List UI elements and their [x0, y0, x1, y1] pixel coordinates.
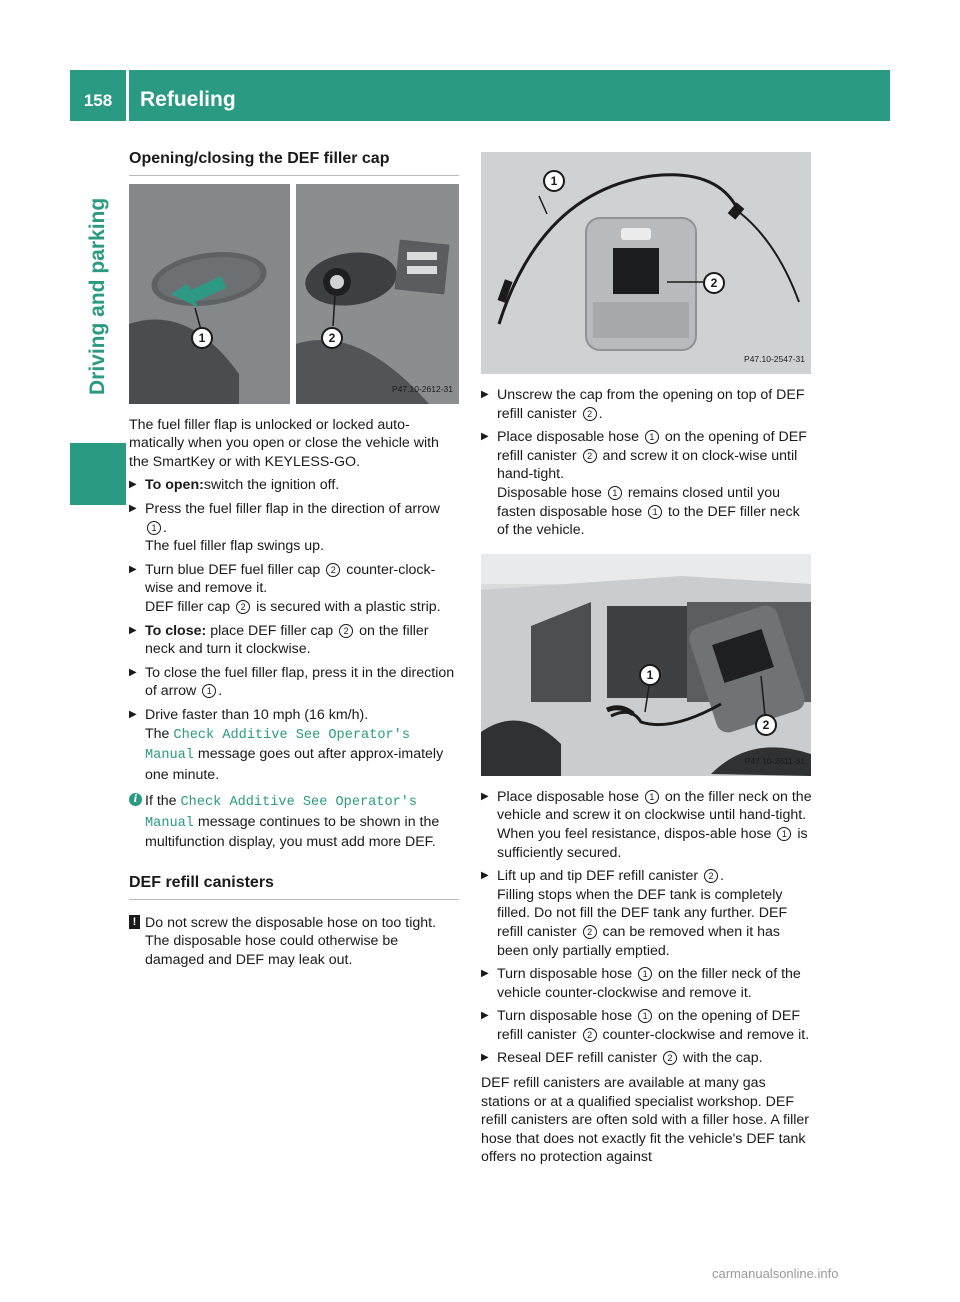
step-text: Press the fuel filler flap in the direction of arrow: [145, 500, 440, 517]
sidebar-tab-block: [70, 443, 126, 505]
marker-2: 2: [583, 1028, 597, 1042]
step-text: DEF filler cap: [145, 598, 231, 615]
step-text: place DEF filler cap: [210, 622, 334, 639]
note-text: message continues to be shown in the multifunction display, you must add more DEF.: [145, 813, 440, 851]
step-text: The: [145, 725, 170, 742]
step-text: on the filler neck on the vehicle and screw it on clockwise until hand-tight. When you feel resistance, dispos-able hose: [497, 788, 812, 842]
step-text: .: [163, 519, 167, 536]
right-column: [481, 152, 813, 1167]
marker-2: 2: [583, 407, 597, 421]
step-unscrew-cap: [481, 386, 813, 423]
step-reseal: [481, 1049, 813, 1068]
step-text: counter-clockwise and remove it.: [602, 1026, 810, 1043]
marker-1: 1: [638, 967, 652, 981]
section-title-opening-closing: Opening/closing the DEF filler cap: [129, 150, 459, 176]
marker-1: 1: [608, 486, 622, 500]
label-to-close: To close:: [145, 622, 207, 639]
label-to-open: To open:: [145, 477, 204, 494]
refill-canister-illustration: [481, 152, 811, 374]
step-text: Turn disposable hose: [497, 966, 633, 983]
step-text: is secured with a plastic strip.: [256, 598, 441, 615]
step-text: Unscrew the cap from the opening on top of DEF refill canister: [497, 387, 805, 422]
callout-1: 1: [543, 170, 565, 192]
step-text: with the cap.: [682, 1050, 763, 1067]
sidebar-section-label: Driving and parking: [86, 197, 109, 395]
image-code: P47.10-2547-31: [744, 354, 805, 365]
step-text: on the filler neck and turn it clockwise.: [145, 622, 429, 658]
vehicle-filling-photo: [481, 554, 811, 776]
page-header: [70, 70, 890, 121]
display-message: Check Additive See Operator's Manual: [145, 727, 410, 764]
info-icon: i: [129, 793, 142, 806]
refill-canister-photo: [481, 152, 811, 374]
warning-text: Do not screw the disposable hose on too tight. The disposable hose could otherwise be damaged and DEF may leak out.: [145, 914, 437, 968]
step-text: To close the fuel filler flap, press it in the direction of arrow: [145, 664, 455, 700]
left-column: [129, 150, 459, 969]
marker-1: 1: [645, 430, 659, 444]
step-text: is sufficiently secured.: [497, 825, 808, 861]
step-text: and screw it on clock-wise until hand-tight.: [497, 447, 798, 483]
step-to-close: [129, 622, 459, 659]
step-drive: [129, 706, 459, 784]
marker-2: 2: [704, 869, 718, 883]
marker-1: 1: [777, 827, 791, 841]
step-close-flap: [129, 664, 459, 701]
step-text: Reseal DEF refill canister: [497, 1050, 658, 1067]
section-title-refill-canisters: DEF refill canisters: [129, 874, 459, 900]
step-text: to the DEF filler neck of the vehicle.: [497, 503, 800, 539]
step-text: .: [598, 405, 603, 422]
marker-1: 1: [147, 521, 161, 535]
step-text: switch the ignition off.: [203, 477, 340, 494]
callout-1: 1: [191, 327, 213, 349]
callout-2: 2: [321, 327, 343, 349]
step-text: on the filler neck of the vehicle counter-clockwise and remove it.: [497, 966, 801, 1001]
marker-1: 1: [638, 1009, 652, 1023]
marker-2: 2: [663, 1051, 677, 1065]
step-text: counter-clock-wise and remove it.: [145, 561, 436, 597]
step-text: Place disposable hose: [497, 788, 639, 805]
warning-icon: !: [129, 915, 140, 929]
callout-2: 2: [703, 272, 725, 294]
step-remove-hose-canister: [481, 1007, 813, 1044]
step-text: Disposable hose: [497, 484, 602, 501]
step-text: Lift up and tip DEF refill canister: [497, 868, 699, 885]
chapter-title: Refueling: [140, 88, 236, 111]
page-number: 158: [83, 91, 113, 110]
watermark: carmanualsonline.info: [712, 1266, 839, 1281]
filler-flap-illustration: [129, 184, 459, 404]
closing-text: DEF refill canisters are available at many gas stations or at a qualified specialist workshop. DEF refill canisters are often sold with a filler hose. A filler hose that does not exactly fit the vehicle's DEF tank offers no protection against: [481, 1075, 810, 1166]
step-place-hose-vehicle: [481, 788, 813, 862]
step-text: on the opening of DEF refill canister: [497, 1008, 801, 1043]
filler-flap-photo: [129, 184, 459, 404]
step-text: Drive faster than 10 mph (16 km/h).: [145, 706, 369, 723]
step-result: The fuel filler flap swings up.: [145, 538, 325, 555]
note-text: If the: [145, 793, 177, 810]
marker-2: 2: [339, 624, 353, 638]
callout-2: 2: [755, 714, 777, 736]
header-separator: [126, 70, 129, 121]
marker-2: 2: [583, 449, 597, 463]
step-remove-hose-vehicle: [481, 965, 813, 1002]
marker-1: 1: [648, 505, 662, 519]
step-place-hose: [481, 428, 813, 540]
step-text: Place disposable hose: [497, 429, 639, 446]
step-text: on the opening of DEF refill canister: [497, 429, 807, 464]
marker-2: 2: [583, 925, 597, 939]
step-turn-cap: [129, 561, 459, 617]
step-text: remains closed until you fasten disposable hose: [497, 484, 781, 520]
warning-note: [129, 914, 459, 970]
step-text: Turn blue DEF fuel filler cap: [145, 561, 321, 578]
step-text: message goes out after approx-imately one minute.: [145, 746, 444, 783]
step-result: Filling stops when the DEF tank is completely filled. Do not fill the DEF tank any further. DEF refill canister: [497, 886, 788, 940]
marker-1: 1: [645, 790, 659, 804]
marker-1: 1: [202, 684, 216, 698]
image-code: P47.10-2611-31: [744, 756, 805, 767]
step-result: can be removed when it has been only partially emptied.: [497, 923, 780, 959]
step-to-open: [129, 476, 459, 495]
intro-text: The fuel filler flap is unlocked or locked auto-matically when you open or close the vehicle with the SmartKey or with KEYLESS-GO.: [129, 416, 439, 470]
step-lift-canister: [481, 867, 813, 960]
marker-2: 2: [326, 563, 340, 577]
info-note: [129, 792, 459, 852]
step-text: .: [218, 683, 223, 700]
step-text: Turn disposable hose: [497, 1008, 633, 1025]
image-code: P47.10-2612-31: [392, 384, 453, 394]
step-text: .: [720, 868, 724, 885]
callout-1: 1: [639, 664, 661, 686]
step-press-flap: [129, 500, 459, 556]
marker-2: 2: [236, 600, 250, 614]
display-message: Check Additive See Operator's Manual: [145, 795, 418, 831]
